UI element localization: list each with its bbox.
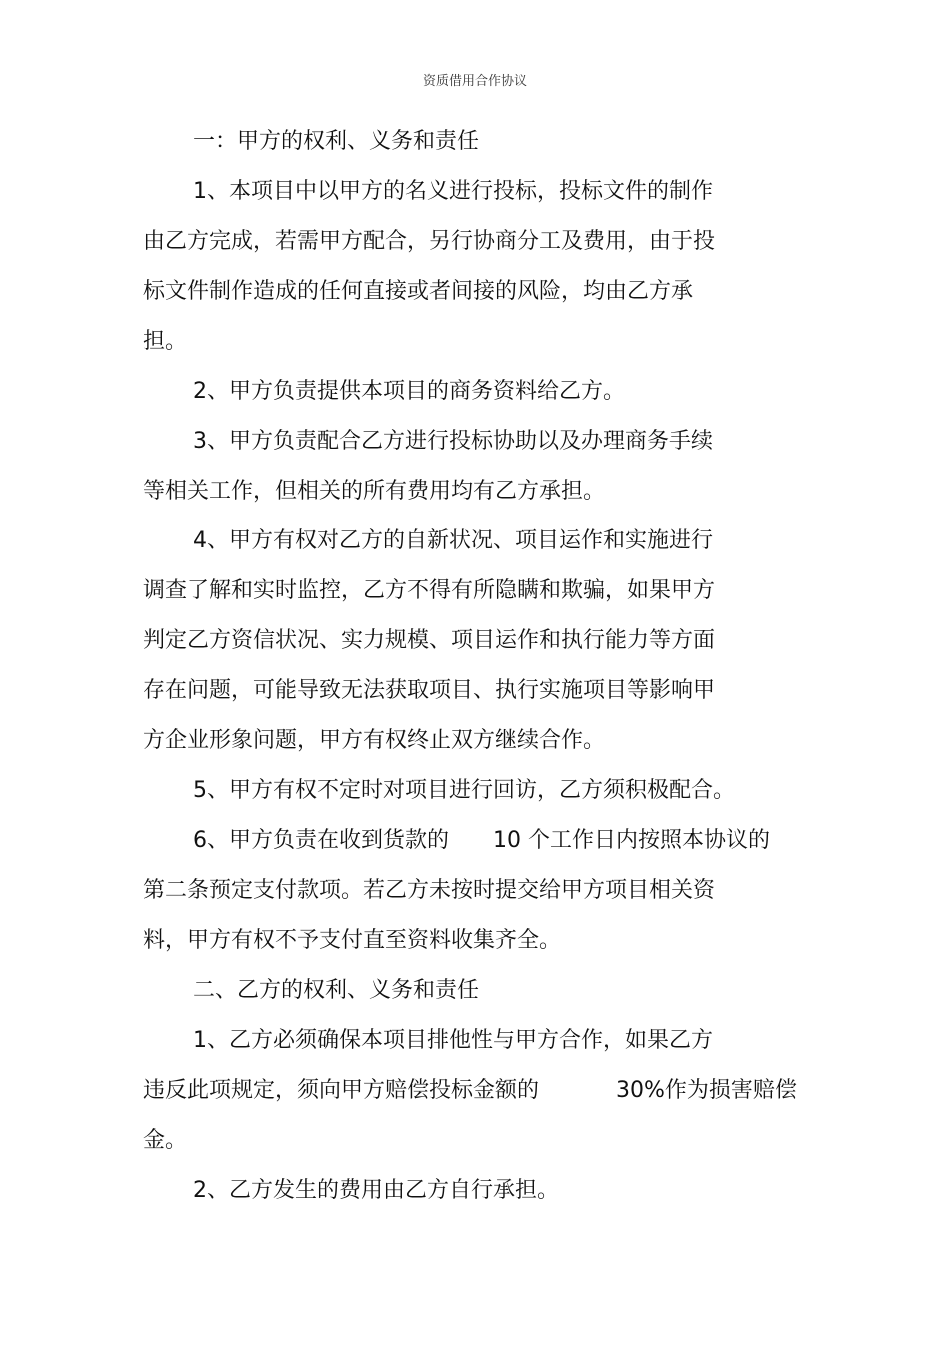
paragraph-line: 3、甲方负责配合乙方进行投标协助以及办理商务手续 xyxy=(193,429,713,454)
paragraph-line: 调查了解和实时监控，乙方不得有所隐瞒和欺骗，如果甲方 xyxy=(143,578,716,603)
paragraph-line: 1、乙方必须确保本项目排他性与甲方合作，如果乙方 xyxy=(193,1028,713,1053)
paragraph-line: 30%作为损害赔偿 xyxy=(616,1078,797,1103)
section-2-heading: 二、乙方的权利、义务和责任 xyxy=(193,978,480,1003)
paragraph-line: 由乙方完成，若需甲方配合，另行协商分工及费用，由于投 xyxy=(143,229,716,254)
paragraph-line: 金。 xyxy=(143,1128,188,1153)
paragraph-line: 方企业形象问题，甲方有权终止双方继续合作。 xyxy=(143,728,606,753)
paragraph-line: 1、本项目中以甲方的名义进行投标，投标文件的制作 xyxy=(193,179,713,204)
section-1-heading: 一：甲方的权利、义务和责任 xyxy=(193,129,480,154)
paragraph-line: 存在问题，可能导致无法获取项目、执行实施项目等影响甲 xyxy=(143,678,716,703)
paragraph-line: 判定乙方资信状况、实力规模、项目运作和执行能力等方面 xyxy=(143,628,716,653)
paragraph-line: 违反此项规定，须向甲方赔偿投标金额的 xyxy=(143,1078,540,1103)
paragraph-line: 等相关工作，但相关的所有费用均有乙方承担。 xyxy=(143,479,606,504)
paragraph-line: 担。 xyxy=(143,329,188,354)
paragraph-line: 10 个工作日内按照本协议的 xyxy=(493,828,770,853)
paragraph-line: 2、甲方负责提供本项目的商务资料给乙方。 xyxy=(193,379,625,404)
paragraph-line: 5、甲方有权不定时对项目进行回访，乙方须积极配合。 xyxy=(193,778,735,803)
paragraph-line: 标文件制作造成的任何直接或者间接的风险，均由乙方承 xyxy=(143,279,694,304)
paragraph-line: 第二条预定支付款项。若乙方未按时提交给甲方项目相关资 xyxy=(143,878,716,903)
page-header: 资质借用合作协议 xyxy=(422,74,527,89)
paragraph-line: 2、乙方发生的费用由乙方自行承担。 xyxy=(193,1178,559,1203)
paragraph-line: 4、甲方有权对乙方的自新状况、项目运作和实施进行 xyxy=(193,528,713,553)
paragraph-line: 6、甲方负责在收到货款的 xyxy=(193,828,449,853)
paragraph-line: 料，甲方有权不予支付直至资料收集齐全。 xyxy=(143,928,562,953)
